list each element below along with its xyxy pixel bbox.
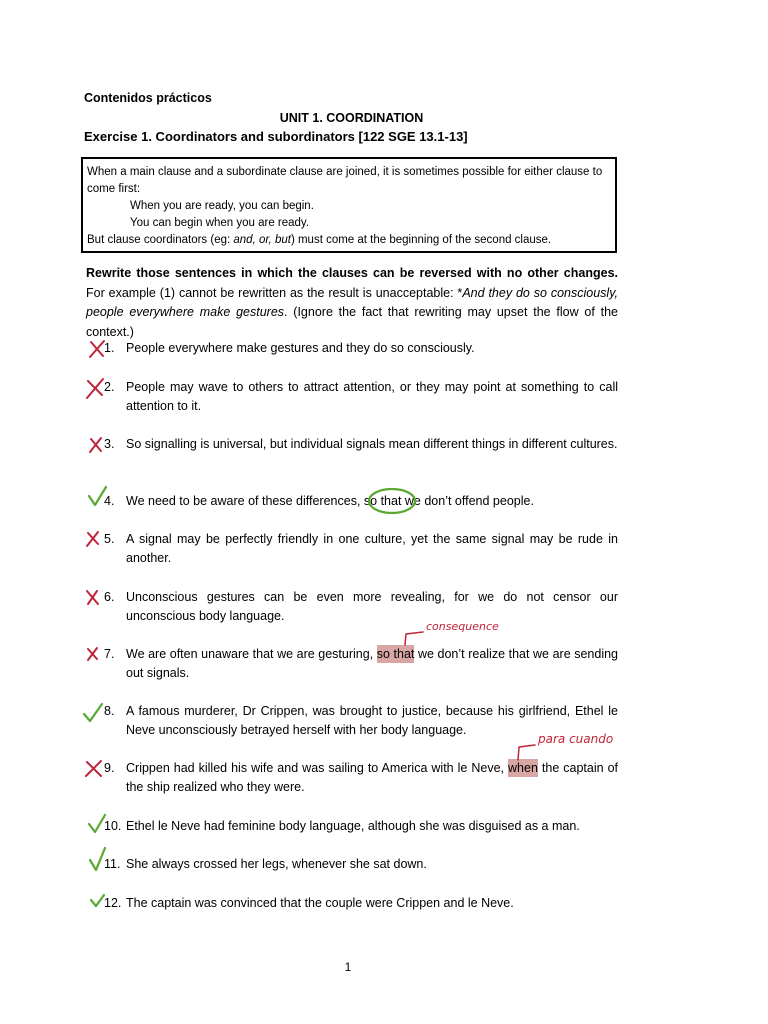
item-text-after: we don’t realize that we are sending out signals. [126,647,619,680]
check-mark-icon [91,895,104,906]
unit-title: UNIT 1. COORDINATION [279,111,424,125]
annotation-arrow-icon [405,632,423,645]
item-text: The captain was convinced that the couple were Crippen and le Neve. [126,896,514,910]
cross-mark-icon [87,379,103,398]
section-label: Contenidos prácticos [84,91,212,105]
item-text-after: the captain of the ship realized who they were. [126,761,619,794]
cross-mark-icon [87,591,98,604]
instructions-text-1: For example (1) cannot be rewritten as the result is unacceptable: * [86,285,463,300]
rule-line-2-start: But clause coordinators (eg: [87,234,234,246]
item-number: 2. [104,380,115,394]
cross-mark-icon [86,761,101,776]
cross-mark-icon [90,438,101,452]
item-number: 7. [104,647,115,661]
item-text: A famous murderer, Dr Crippen, was brought to justice, because his girlfriend, Ethel le Neve unconsciously betrayed herself with her body language. [126,704,618,737]
item-text: Unconscious gestures can be even more revealing, for we do not censor our unconscious body language. [126,590,618,623]
instructions-bold: Rewrite those sentences in which the clauses can be reversed with no other changes. [86,266,618,280]
check-mark-icon [89,487,106,505]
item-number: 4. [104,494,115,508]
cross-mark-icon [88,648,97,660]
item-number: 9. [104,761,115,775]
cross-mark-icon [90,341,104,357]
rule-line-1: When a main clause and a subordinate clause are joined, it is sometimes possible for either clause to come first: [87,166,603,195]
item-number: 10. [104,819,122,833]
circled-phrase: so that [363,494,402,508]
highlighted-phrase: when [508,761,538,775]
item-number: 8. [104,704,115,718]
item-number: 11. [104,857,121,871]
annotation-arrow-icon [518,745,535,760]
rule-line-2-end: ) must come at the beginning of the second clause. [290,234,552,246]
check-mark-icon [89,815,105,832]
item-text-before: We are often unaware that we are gesturing, [126,647,377,661]
item-text-after: we don’t offend people. [401,494,534,508]
check-mark-icon [90,848,105,870]
cross-mark-icon [87,532,98,546]
item-text-before: We need to be aware of these differences, [126,494,364,508]
item-text: She always crossed her legs, whenever she sat down. [126,857,427,871]
item-text: A signal may be perfectly friendly in one culture, yet the same signal may be rude in another. [126,532,618,565]
highlighted-phrase: so that [376,647,415,661]
item-number: 6. [104,590,115,604]
item-text: People may wave to others to attract attention, or they may point at something to call attention to it. [126,380,618,413]
page-number: 1 [344,960,352,974]
handwritten-annotation: consequence [426,620,499,633]
item-number: 5. [104,532,115,546]
circle-annotation [369,489,415,513]
item-text: People everywhere make gestures and they do so consciously. [126,341,475,355]
item-text: So signalling is universal, but individual signals mean different things in different cultures. [126,437,618,451]
check-mark-icon [84,704,102,721]
item-number: 1. [104,341,115,355]
rule-example-1: When you are ready, you can begin. [130,200,314,212]
instructions-example: And they do so consciously, people everywhere make gestures [86,285,619,319]
item-number: 3. [104,437,115,451]
exercise-title: Exercise 1. Coordinators and subordinators [122 SGE 13.1-13] [84,129,468,144]
item-number: 12. [104,896,122,910]
handwritten-annotation: para cuando [538,732,614,746]
item-text-before: Crippen had killed his wife and was sailing to America with le Neve, [126,761,509,775]
rule-example-2: You can begin when you are ready. [130,217,310,229]
rule-line-2-coordinators: and, or, but [233,234,291,246]
item-text: Ethel le Neve had feminine body language, although she was disguised as a man. [126,819,580,833]
instructions-text-2: . (Ignore the fact that rewriting may upset the flow of the context.) [86,305,618,339]
